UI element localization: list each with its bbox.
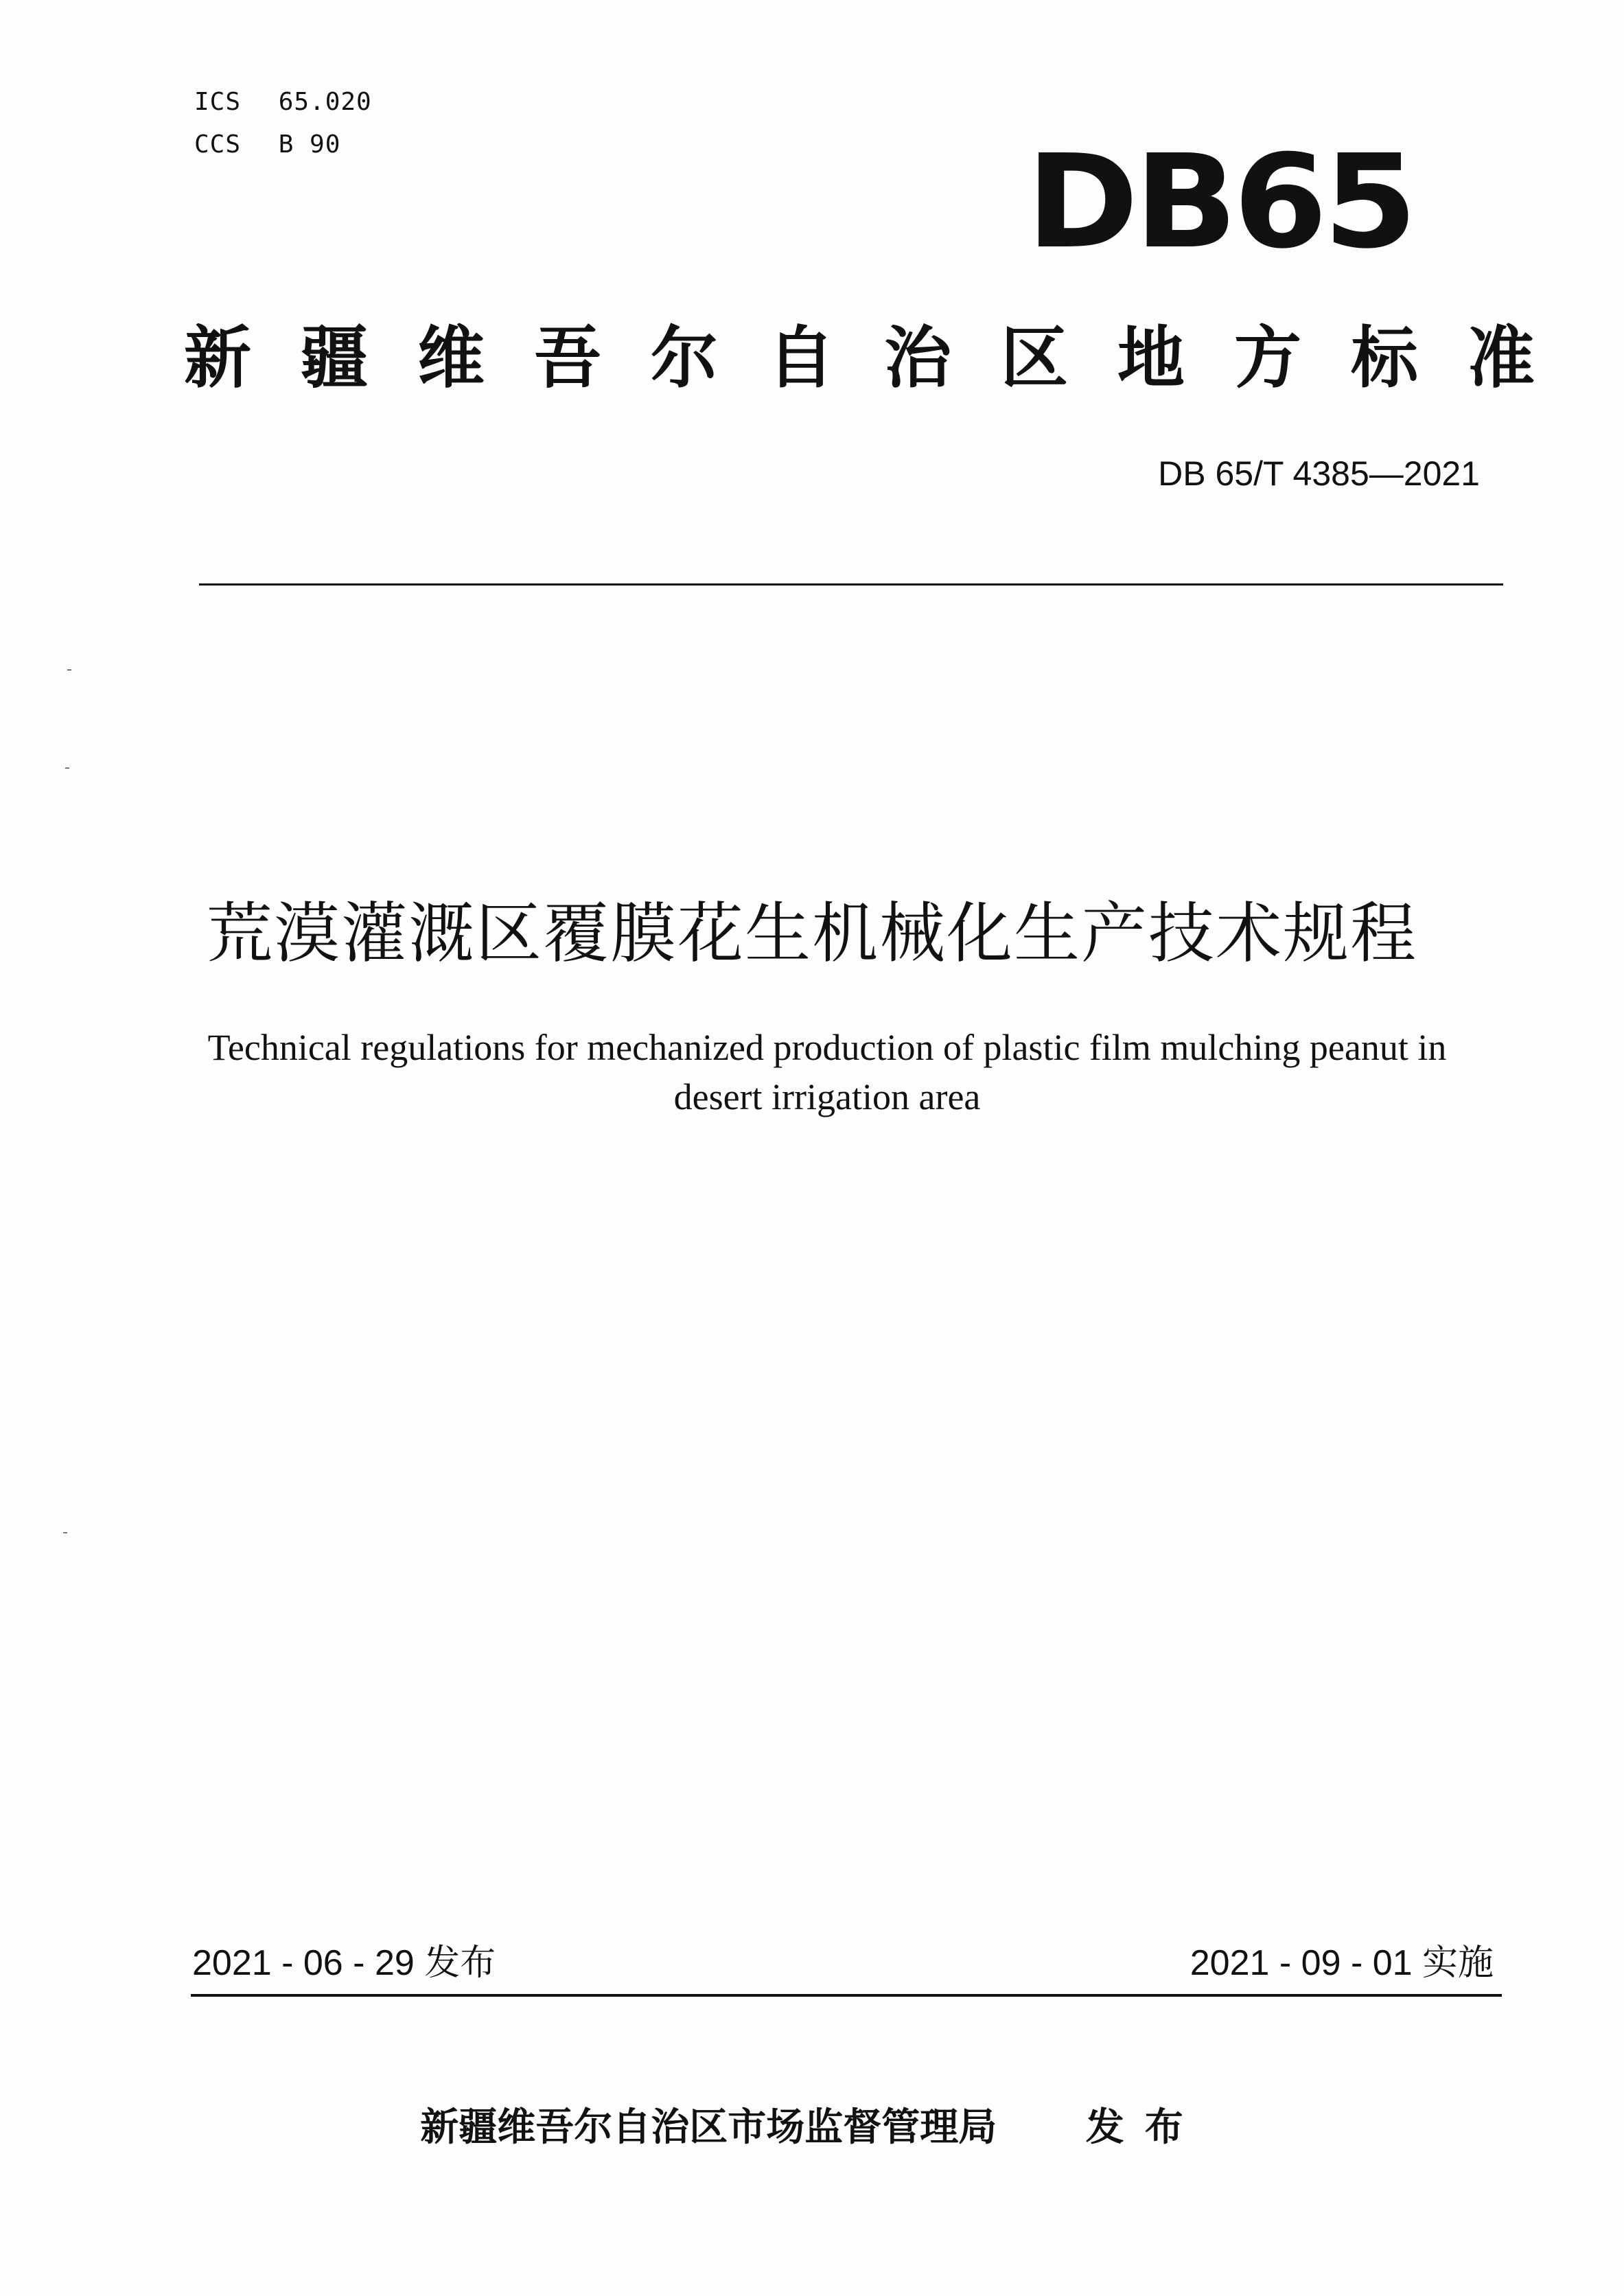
publisher-organization: 新疆维吾尔自治区市场监督管理局 <box>420 2105 997 2150</box>
publisher-line <box>0 2100 1624 2155</box>
ics-value: 65.020 <box>278 88 372 116</box>
implementation-date: 2021 - 09 - 01 实施 <box>1190 1943 1494 1983</box>
publish-action: 发布 <box>1085 2105 1204 2150</box>
english-title-line-1: Technical regulations for mechanized production of plastic film mulching peanut in <box>207 1027 1447 1068</box>
header-divider <box>199 583 1503 585</box>
footer-divider <box>191 1994 1502 1997</box>
ccs-label: CCS <box>194 130 242 159</box>
ics-code-row <box>194 81 372 124</box>
scan-mark <box>65 767 69 769</box>
standard-category-title: 新疆维吾尔自治区地方标准 <box>184 319 1585 397</box>
ics-label: ICS <box>194 88 242 116</box>
ccs-code-row <box>194 124 372 166</box>
scan-mark <box>67 669 71 671</box>
db65-logo: DB65 <box>1026 127 1413 277</box>
english-title-line-2: desert irrigation area <box>673 1076 981 1117</box>
scan-mark <box>63 1532 67 1533</box>
classification-codes <box>194 81 372 166</box>
document-title-english <box>165 1023 1489 1122</box>
standard-number: DB 65/T 4385—2021 <box>1158 454 1480 493</box>
issue-date: 2021 - 06 - 29 发布 <box>192 1943 496 1983</box>
document-title-chinese: 荒漠灌溉区覆膜花生机械化生产技术规程 <box>207 895 1417 972</box>
ccs-value: B 90 <box>278 130 341 159</box>
